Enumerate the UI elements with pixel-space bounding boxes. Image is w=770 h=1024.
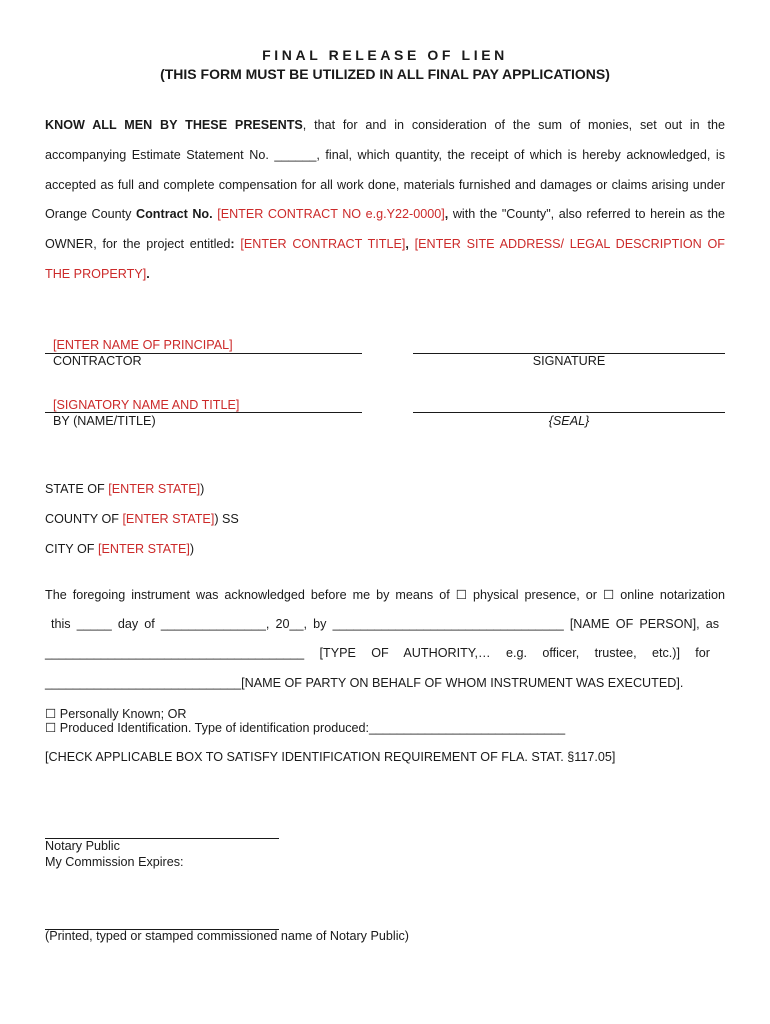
seal-label: {SEAL} [548, 414, 590, 428]
check-box-note: [CHECK APPLICABLE BOX TO SATISFY IDENTIFICATION REQUIREMENT OF FLA. STAT. §117.05] [45, 750, 616, 764]
body-text: with the "County", also referred to herein as the [448, 207, 725, 221]
signatory-name-placeholder: [SIGNATORY NAME AND TITLE] [53, 398, 240, 412]
state-line [45, 482, 204, 496]
punctuation: ) [200, 482, 205, 496]
body-text: , that for and in consideration of the sum of monies, set out in the [302, 118, 725, 132]
county-line [45, 512, 239, 526]
county-placeholder: [ENTER STATE] [122, 512, 215, 526]
body-line-3: accepted as full and complete compensation for all work done, materials furnished and damages or claims arising under [45, 178, 725, 192]
contractor-label: CONTRACTOR [53, 354, 142, 368]
document-title: FINAL RELEASE OF LIEN [262, 47, 508, 63]
site-address-placeholder: [ENTER SITE ADDRESS/ LEGAL DESCRIPTION OF [408, 237, 725, 251]
signatory-line [45, 412, 362, 413]
body-line-2: accompanying Estimate Statement No. ______, final, which quantity, the receipt of which is hereby acknowledged, is [45, 148, 725, 162]
commission-expires-label: My Commission Expires: [45, 855, 184, 869]
ss-label: ) SS [214, 512, 239, 526]
document-subtitle: (THIS FORM MUST BE UTILIZED IN ALL FINAL PAY APPLICATIONS) [160, 66, 610, 82]
body-line-6 [45, 267, 150, 281]
ack-line-3: _____________________________________ [TYPE OF AUTHORITY,… e.g. officer, trustee, etc.)] for [45, 646, 710, 660]
by-name-title-label: BY (NAME/TITLE) [53, 414, 156, 428]
site-address-placeholder-end: THE PROPERTY] [45, 267, 147, 281]
seal-line [413, 412, 725, 413]
ack-line-2: this _____ day of _______________, 20__, by _________________________________ [NAME OF PERSON], as [51, 617, 719, 631]
contract-title-placeholder: [ENTER CONTRACT TITLE] [234, 237, 406, 251]
city-placeholder: [ENTER STATE] [97, 542, 190, 556]
state-label: STATE OF [45, 482, 109, 496]
punctuation: : [230, 237, 235, 251]
body-text: Orange County [45, 207, 137, 221]
punctuation: . [146, 267, 150, 281]
state-placeholder: [ENTER STATE] [108, 482, 201, 496]
ack-line-4: ____________________________[NAME OF PARTY ON BEHALF OF WHOM INSTRUMENT WAS EXECUTED]. [45, 676, 684, 690]
body-text: OWNER, for the project entitled [45, 237, 231, 251]
body-line-4 [45, 207, 725, 221]
principal-name-placeholder: [ENTER NAME OF PRINCIPAL] [53, 338, 233, 352]
notary-printed-name-label: (Printed, typed or stamped commissioned name of Notary Public) [45, 929, 409, 943]
body-line-5 [45, 237, 725, 251]
contract-no-label: Contract No. [136, 207, 213, 221]
notary-public-label: Notary Public [45, 839, 120, 853]
produced-identification-checkbox[interactable]: ☐ Produced Identification. Type of identification produced:____________________________ [45, 721, 566, 735]
punctuation: , [405, 237, 409, 251]
signature-label: SIGNATURE [532, 354, 606, 368]
city-line [45, 542, 194, 556]
ack-line-1: The foregoing instrument was acknowledged before me by means of ☐ physical presence, or ☐ online notarization [45, 588, 725, 602]
personally-known-checkbox[interactable]: ☐ Personally Known; OR [45, 707, 187, 721]
punctuation: ) [189, 542, 195, 556]
body-line-1 [45, 118, 725, 132]
punctuation: , [444, 207, 449, 221]
county-label: COUNTY OF [45, 512, 123, 526]
contract-no-placeholder: [ENTER CONTRACT NO e.g.Y22-0000] [212, 207, 445, 221]
city-label: CITY OF [45, 542, 98, 556]
know-all-men-text: KNOW ALL MEN BY THESE PRESENTS [45, 118, 303, 132]
